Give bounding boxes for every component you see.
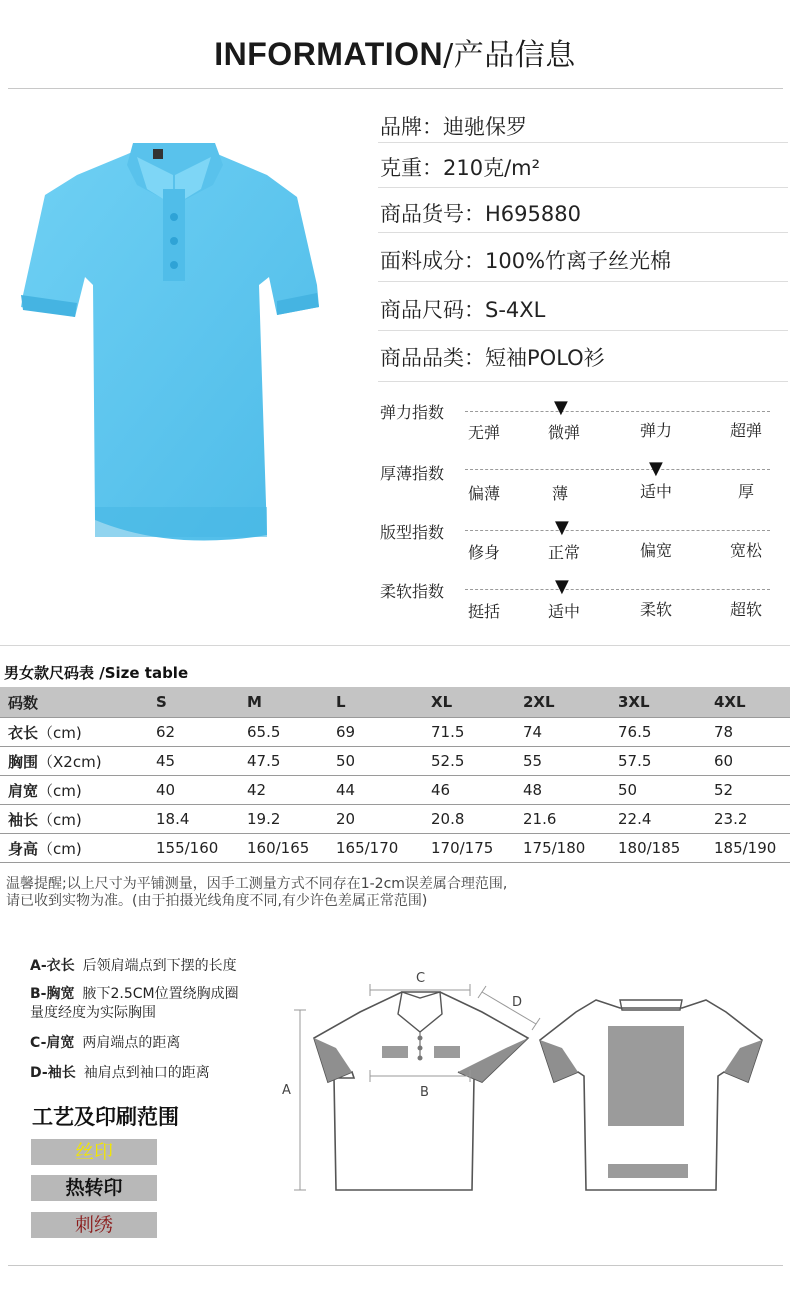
selected-marker-icon: ▼ <box>555 517 569 538</box>
table-row <box>0 776 790 805</box>
row-header <box>0 718 148 747</box>
dimension-d-line <box>482 992 536 1024</box>
table-cell: 155/160 <box>148 834 239 863</box>
table-cell: 57.5 <box>610 747 706 776</box>
info-material: 面料成分：100%竹离子丝光棉 <box>380 249 672 273</box>
front-collar <box>398 992 442 1032</box>
info-size-range: 商品尺码：S-4XL <box>380 298 546 322</box>
legend-shoulder <box>30 1034 180 1053</box>
front-right-sleeve-cuff <box>458 1038 528 1082</box>
index-option: 弹力 <box>640 421 673 440</box>
index-option: 柔软 <box>640 600 673 619</box>
table-row <box>0 805 790 834</box>
table-cell: 60 <box>706 747 790 776</box>
table-cell: 19.2 <box>239 805 328 834</box>
info-divider <box>378 187 788 188</box>
craft-embroidery <box>31 1212 157 1238</box>
row-header <box>0 805 148 834</box>
index-option: 超弹 <box>730 421 763 440</box>
table-cell: 78 <box>706 718 790 747</box>
table-cell: 48 <box>515 776 610 805</box>
row-header <box>0 834 148 863</box>
title-en: INFORMATION <box>214 36 444 72</box>
craft-title: 工艺及印刷范围 <box>32 1105 179 1129</box>
table-header-cell: 码数 <box>0 687 148 718</box>
row-unit: （cm) <box>38 723 82 742</box>
index-option: 偏宽 <box>640 541 673 560</box>
index-label-elasticity: 弹力指数 <box>380 403 445 422</box>
table-cell: 44 <box>328 776 423 805</box>
header-divider <box>8 88 783 89</box>
index-option: 微弹 <box>548 423 581 442</box>
front-left-sleeve-cuff <box>314 1038 352 1082</box>
table-cell: 22.4 <box>610 805 706 834</box>
index-option: 适中 <box>548 602 581 621</box>
row-name: 身高 <box>8 839 39 858</box>
index-scale-line <box>465 411 770 412</box>
selected-marker-icon: ▼ <box>649 458 663 479</box>
table-cell: 175/180 <box>515 834 610 863</box>
back-print-area <box>608 1026 684 1126</box>
info-divider <box>378 232 788 233</box>
index-scale-line <box>465 589 770 590</box>
legend-desc: 腋下2.5CM位置绕胸成圈 <box>82 986 239 1002</box>
table-cell: 160/165 <box>239 834 328 863</box>
craft-label: 丝印 <box>74 1141 113 1163</box>
table-cell: 20 <box>328 805 423 834</box>
table-cell: 40 <box>148 776 239 805</box>
table-cell: 21.6 <box>515 805 610 834</box>
table-cell: 76.5 <box>610 718 706 747</box>
chest-print-area <box>434 1046 460 1058</box>
table-header-cell: 4XL <box>706 687 790 718</box>
legend-desc: 两肩端点的距离 <box>82 1035 181 1051</box>
table-row <box>0 747 790 776</box>
info-category: 商品品类：短袖POLO衫 <box>380 346 605 370</box>
index-scale-line <box>465 469 770 470</box>
legend-desc: 后领肩端点到下摆的长度 <box>82 958 237 974</box>
table-cell: 47.5 <box>239 747 328 776</box>
table-cell: 46 <box>423 776 515 805</box>
measurement-diagram <box>270 960 770 1200</box>
info-divider <box>378 330 788 331</box>
table-header-cell: M <box>239 687 328 718</box>
info-brand: 品牌：迪驰保罗 <box>380 115 527 139</box>
back-left-sleeve-cuff <box>540 1040 578 1082</box>
table-cell: 20.8 <box>423 805 515 834</box>
index-option: 厚 <box>738 482 755 501</box>
info-divider <box>378 281 788 282</box>
info-divider <box>378 142 788 143</box>
row-name: 衣长 <box>8 723 39 742</box>
table-cell: 170/175 <box>423 834 515 863</box>
size-table-caption: 男女款尺码表 /Size table <box>4 664 189 682</box>
hem-print-area <box>608 1164 688 1178</box>
legend-key: A-衣长 <box>30 958 75 974</box>
row-unit: （cm) <box>38 839 82 858</box>
index-label-thickness: 厚薄指数 <box>380 464 445 483</box>
info-divider <box>378 381 788 382</box>
table-cell: 50 <box>610 776 706 805</box>
measurement-note <box>6 876 507 910</box>
dimension-a-label: A <box>282 1083 291 1098</box>
legend-desc-2: 量度经度为实际胸围 <box>30 1005 156 1021</box>
craft-heat-transfer <box>31 1175 157 1201</box>
table-cell: 71.5 <box>423 718 515 747</box>
legend-length <box>30 957 237 976</box>
table-header-row <box>0 687 790 718</box>
legend-key: B-胸宽 <box>30 986 75 1002</box>
table-row <box>0 718 790 747</box>
table-header-cell: 2XL <box>515 687 610 718</box>
table-header-cell: XL <box>423 687 515 718</box>
table-cell: 52.5 <box>423 747 515 776</box>
selected-marker-icon: ▼ <box>554 397 568 418</box>
craft-label: 热转印 <box>65 1177 123 1199</box>
index-option: 挺括 <box>468 602 501 621</box>
table-cell: 23.2 <box>706 805 790 834</box>
row-name: 袖长 <box>8 810 39 829</box>
legend-key: D-袖长 <box>30 1065 76 1081</box>
legend-sleeve <box>30 1064 210 1083</box>
index-scale-line <box>465 530 770 531</box>
legend-desc: 袖肩点到袖口的距离 <box>83 1065 210 1081</box>
footer-divider <box>8 1265 783 1266</box>
size-table <box>0 687 790 863</box>
index-option: 修身 <box>468 543 501 562</box>
note-line: 温馨提醒;以上尺寸为平铺测量，因手工测量方式不同存在1-2cm误差属合理范围, <box>6 876 508 892</box>
table-cell: 18.4 <box>148 805 239 834</box>
table-cell: 74 <box>515 718 610 747</box>
row-header <box>0 776 148 805</box>
index-option: 偏薄 <box>468 484 501 503</box>
section-divider <box>0 645 790 646</box>
legend-key: C-肩宽 <box>30 1035 75 1051</box>
craft-screen-print <box>31 1139 157 1165</box>
selected-marker-icon: ▼ <box>555 576 569 597</box>
craft-label: 刺绣 <box>74 1214 113 1236</box>
index-option: 薄 <box>552 484 569 503</box>
table-row <box>0 834 790 863</box>
table-cell: 50 <box>328 747 423 776</box>
table-cell: 52 <box>706 776 790 805</box>
chest-print-area <box>382 1046 408 1058</box>
dimension-b-label: B <box>420 1085 429 1100</box>
index-option: 超软 <box>730 600 763 619</box>
table-cell: 180/185 <box>610 834 706 863</box>
row-unit: （cm) <box>38 810 82 829</box>
dimension-c-label: C <box>416 971 426 986</box>
row-name: 肩宽 <box>8 781 39 800</box>
index-option: 宽松 <box>730 541 763 560</box>
note-line: 请已收到实物为准。(由于拍摄光线角度不同,有少许色差属正常范围) <box>6 893 428 909</box>
legend-chest <box>30 985 239 1023</box>
page-title <box>0 30 790 74</box>
title-cn: /产品信息 <box>443 38 576 73</box>
table-cell: 69 <box>328 718 423 747</box>
table-cell: 42 <box>239 776 328 805</box>
row-unit: （cm) <box>38 781 82 800</box>
index-option: 无弹 <box>468 423 501 442</box>
table-cell: 65.5 <box>239 718 328 747</box>
row-header <box>0 747 148 776</box>
index-label-fit: 版型指数 <box>380 523 445 542</box>
table-cell: 55 <box>515 747 610 776</box>
index-label-softness: 柔软指数 <box>380 582 445 601</box>
table-cell: 165/170 <box>328 834 423 863</box>
info-weight: 克重：210克/m² <box>380 156 541 180</box>
index-option: 正常 <box>548 543 581 562</box>
row-unit: （X2cm) <box>38 752 102 771</box>
polo-shirt-photo <box>15 135 325 550</box>
table-cell: 62 <box>148 718 239 747</box>
back-right-sleeve-cuff <box>724 1040 762 1082</box>
table-cell: 45 <box>148 747 239 776</box>
table-header-cell: S <box>148 687 239 718</box>
table-cell: 185/190 <box>706 834 790 863</box>
table-header-cell: 3XL <box>610 687 706 718</box>
info-item-number: 商品货号：H695880 <box>380 202 581 226</box>
dimension-d-label: D <box>512 995 523 1010</box>
row-name: 胸围 <box>8 752 39 771</box>
index-option: 适中 <box>640 482 673 501</box>
table-header-cell: L <box>328 687 423 718</box>
